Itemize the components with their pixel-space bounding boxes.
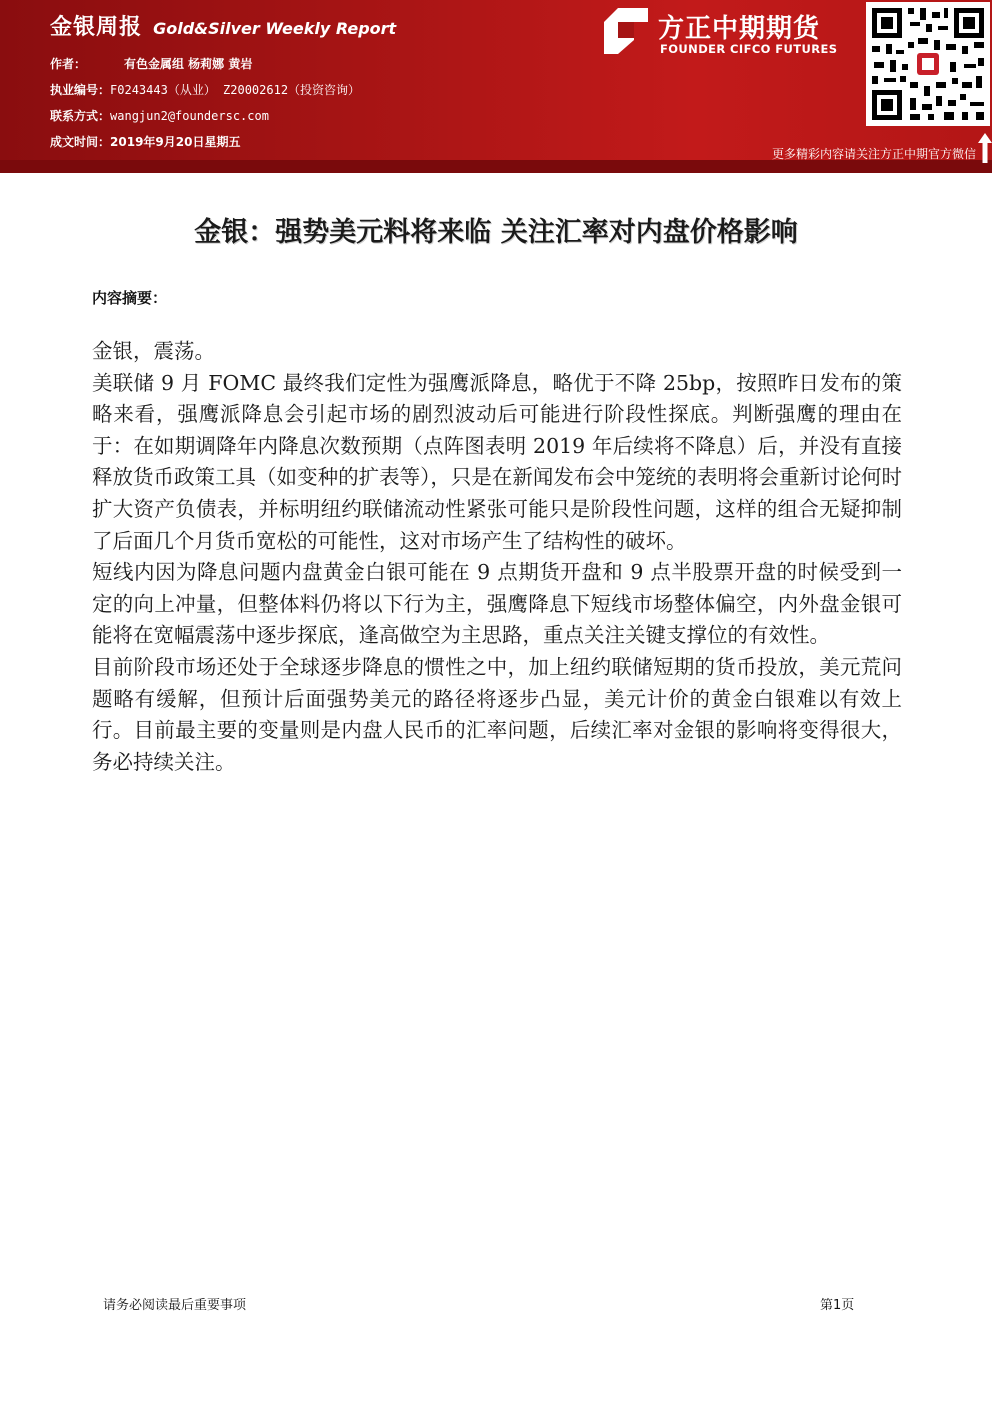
summary-body [92, 336, 902, 778]
brand [604, 8, 856, 64]
paragraph: 目前阶段市场还处于全球逐步降息的惯性之中，加上纽约联储短期的货币投放，美元荒问题略有缓解，但预计后面强势美元的路径将逐步凸显，美元计价的黄金白银难以有效上行。目前最主要的变量则是内盘人民币的汇率问题，后续汇率对金银的影响将变得很大，务必持续关注。 [92, 654, 902, 774]
brand-name-cn: 方正中期期货 [658, 14, 821, 44]
license-line [50, 81, 360, 98]
summary-label: 内容摘要： [92, 289, 168, 307]
author-value: 有色金属组 杨莉娜 黄岩 [124, 57, 253, 71]
date-line [50, 133, 240, 150]
contact-line [50, 107, 269, 124]
report-title-cn: 金银周报 [50, 15, 143, 40]
follow-wechat-text: 更多精彩内容请关注方正中期官方微信 [771, 147, 976, 161]
paragraph: 金银，震荡。 [92, 339, 215, 363]
paragraph: 美联储 9 月 FOMC 最终我们定性为强鹰派降息，略优于不降 25bp，按照昨日发布的策略来看，强鹰派降息会引起市场的剧烈波动后可能进行阶段性探底。判断强鹰的理由在于：在如期调降年内降息次数预期（点阵图表明 2019 年后续将不降息）后，并没有直接释放货币政策工具（如变种的扩表等），只是在新闻发布会中笼统的表明将会重新讨论何时扩大资产负债表，并标明纽约联储流动性紧张可能只是阶段性问题，这样的组合无疑抑制了后面几个月货币宽松的可能性，这对市场产生了结构性的破坏。 [92, 370, 902, 553]
contact-value[interactable]: wangjun2@foundersc.com [110, 109, 269, 123]
paragraph: 短线内因为降息问题内盘黄金白银可能在 9 点期货开盘和 9 点半股票开盘的时候受到一定的向上冲量，但整体料仍将以下行为主，强鹰降息下短线市场整体偏空，内外盘金银可能将在宽幅震荡中逐步探底，逢高做空为主思路，重点关注关键支撑位的有效性。 [92, 560, 902, 648]
qr-code-icon [866, 2, 990, 126]
page-title: 金银：强势美元料将来临 关注汇率对内盘价格影响 [194, 217, 798, 248]
author-label: 作者： [50, 57, 87, 71]
report-title-en: Gold&Silver Weekly Report [153, 19, 397, 38]
arrow-up-icon [978, 133, 992, 163]
contact-label: 联系方式： [50, 109, 111, 123]
author-line [50, 55, 252, 72]
date-label: 成文时间： [50, 135, 111, 149]
date-value: 2019年9月20日星期五 [110, 135, 241, 149]
license-label: 执业编号： [50, 83, 111, 97]
report-title [50, 10, 396, 41]
report-header [0, 0, 992, 173]
license-value: F0243443（从业） Z20002612（投资咨询） [110, 83, 361, 97]
brand-name-en: FOUNDER CIFCO FUTURES [660, 42, 838, 56]
founder-logo-icon [604, 8, 648, 54]
footer-disclaimer: 请务必阅读最后重要事项 [103, 1298, 247, 1313]
page-number: 第1页 [820, 1298, 855, 1313]
